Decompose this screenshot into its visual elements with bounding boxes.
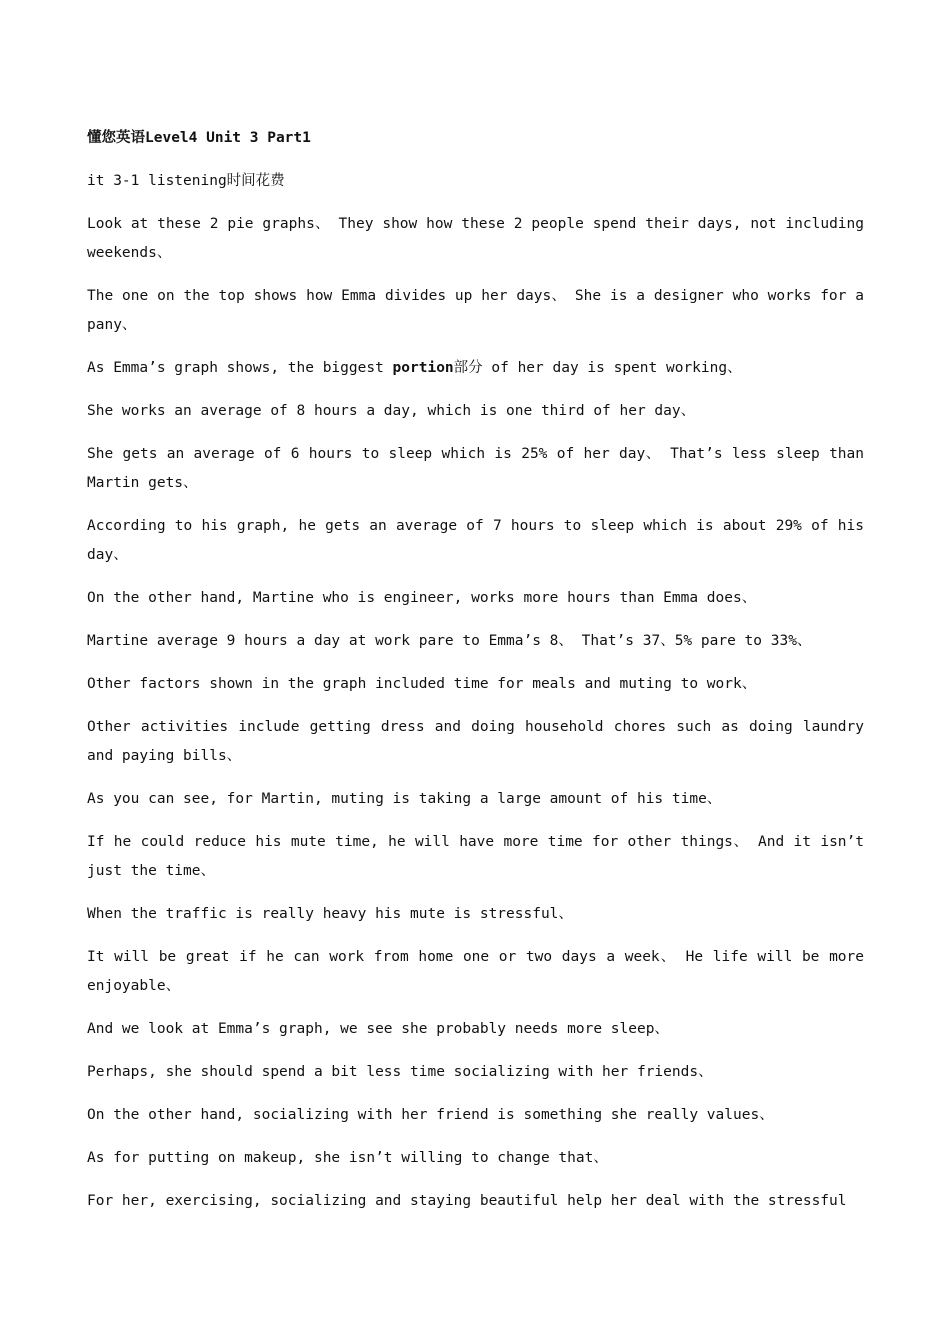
paragraph-9: Other factors shown in the graph included time for meals and muting to work、: [87, 676, 757, 692]
paragraph-5: She gets an average of 6 hours to sleep which is 25% of her day、 That’s less sleep than Martin gets、: [87, 446, 864, 491]
paragraph-10: Other activities include getting dress and doing household chores such as doing laundry and paying bills、: [87, 719, 864, 764]
paragraph-14: It will be great if he can work from home one or two days a week、 He life will be more enjoyable、: [87, 949, 864, 994]
paragraph-3-text-before: As Emma’s graph shows, the biggest: [87, 360, 393, 376]
paragraph-3: [87, 354, 864, 383]
section-subtitle: it 3-1 listening时间花费: [87, 173, 285, 189]
paragraph-1: Look at these 2 pie graphs、 They show how these 2 people spend their days, not including weekends、: [87, 216, 864, 261]
paragraph-17: On the other hand, socializing with her friend is something she really values、: [87, 1107, 774, 1123]
vocab-highlight-portion: portion: [392, 360, 454, 376]
document-title: 懂您英语Level4 Unit 3 Part1: [87, 130, 311, 146]
paragraph-2: The one on the top shows how Emma divides up her days、 She is a designer who works for a pany、: [87, 288, 864, 333]
paragraph-15: And we look at Emma’s graph, we see she probably needs more sleep、: [87, 1021, 669, 1037]
paragraph-7: On the other hand, Martine who is engineer, works more hours than Emma does、: [87, 590, 757, 606]
document-body: [87, 124, 864, 1230]
paragraph-12: If he could reduce his mute time, he will have more time for other things、 And it isn’t just the time、: [87, 834, 864, 879]
paragraph-6: According to his graph, he gets an average of 7 hours to sleep which is about 29% of his day、: [87, 518, 864, 563]
paragraph-13: When the traffic is really heavy his mute is stressful、: [87, 906, 573, 922]
paragraph-4: She works an average of 8 hours a day, which is one third of her day、: [87, 403, 696, 419]
paragraph-8: Martine average 9 hours a day at work pare to Emma’s 8、 That’s 37、5% pare to 33%、: [87, 633, 812, 649]
paragraph-3-text-after: 部分 of her day is spent working、: [453, 360, 742, 376]
paragraph-19: For her, exercising, socializing and staying beautiful help her deal with the stressful: [87, 1193, 847, 1209]
paragraph-16: Perhaps, she should spend a bit less time socializing with her friends、: [87, 1064, 713, 1080]
paragraph-11: As you can see, for Martin, muting is taking a large amount of his time、: [87, 791, 722, 807]
paragraph-18: As for putting on makeup, she isn’t willing to change that、: [87, 1150, 608, 1166]
